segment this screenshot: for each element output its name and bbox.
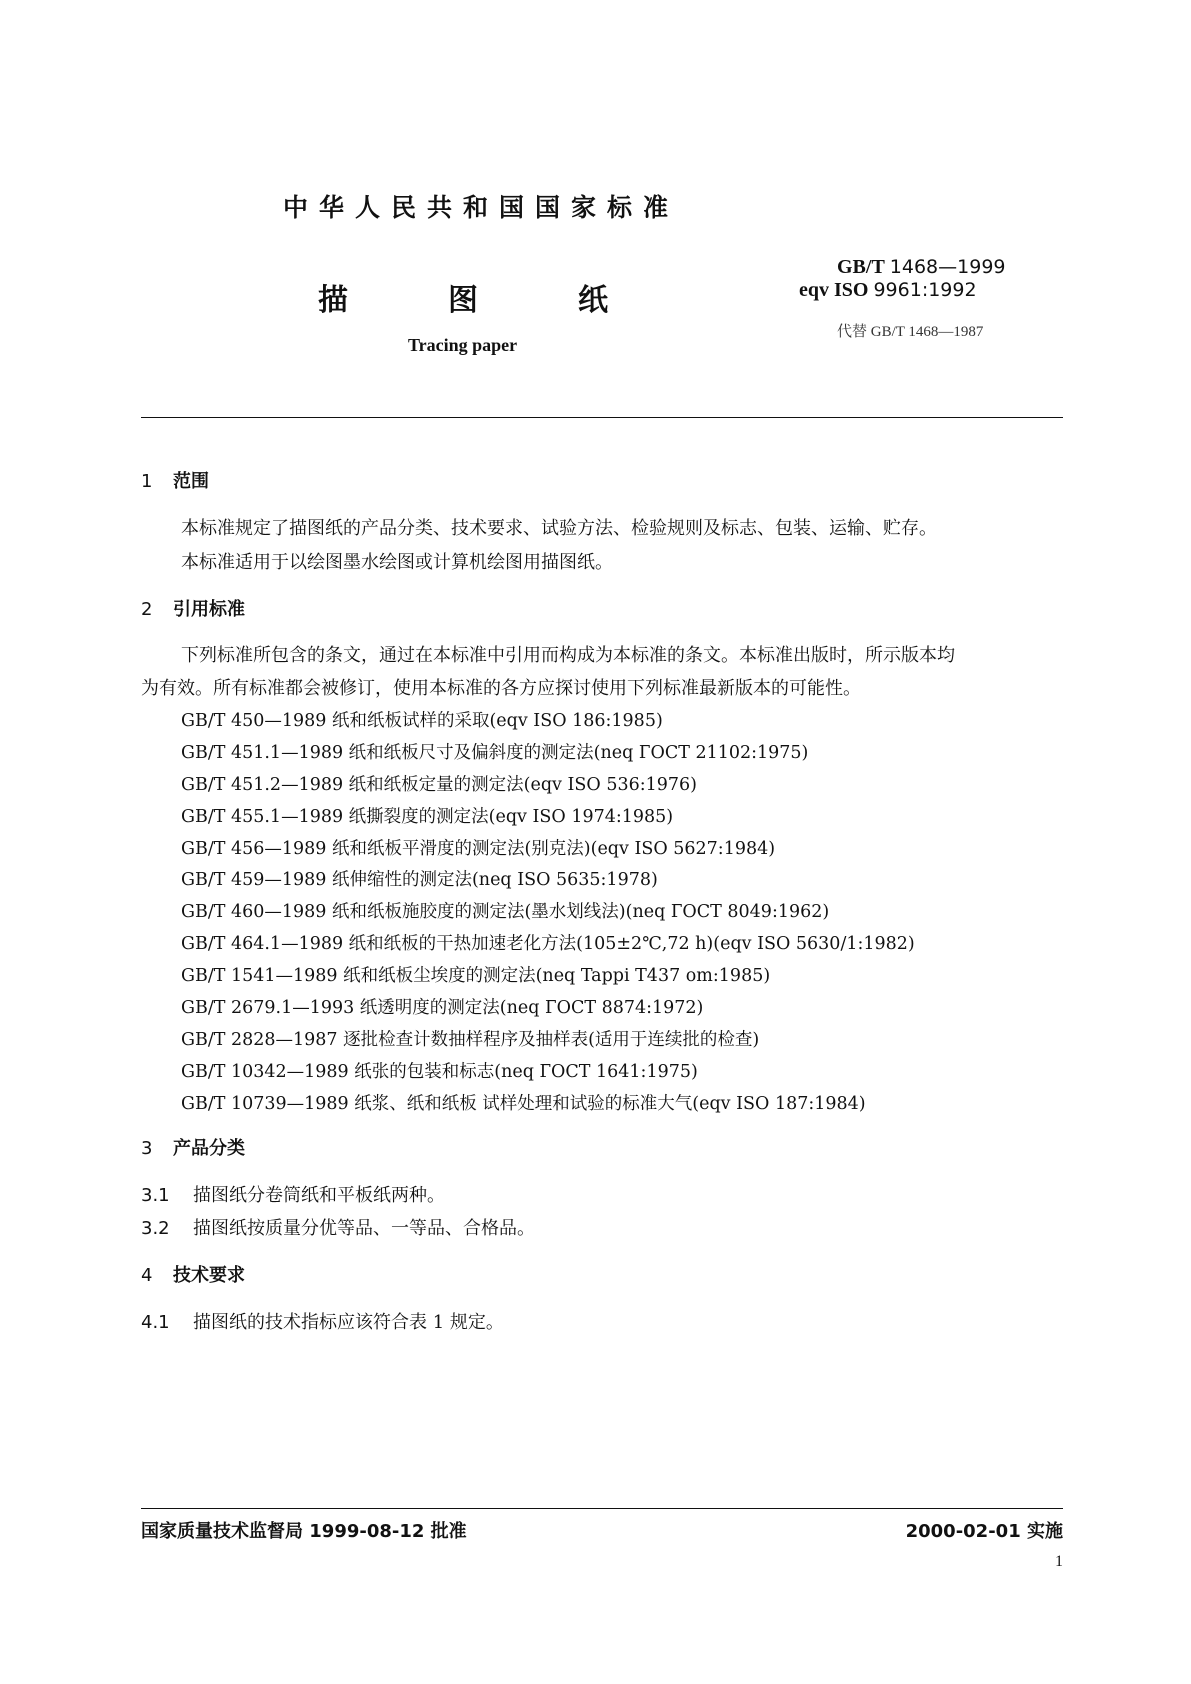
clause-3-2 <box>141 1214 535 1240</box>
reference-item: GB/T 464.1—1989 纸和纸板的干热加速老化方法(105±2℃,72 h)(eqv ISO 5630/1:1982) <box>181 934 915 954</box>
header-divider <box>141 417 1063 418</box>
section-number: 4 <box>141 1265 153 1286</box>
clause-number: 4.1 <box>141 1312 170 1333</box>
section-number: 2 <box>141 599 153 620</box>
reference-item: GB/T 1541—1989 纸和纸板尘埃度的测定法(neq Tappi T437 om:1985) <box>181 966 771 986</box>
clause-text: 描图纸的技术指标应该符合表 1 规定。 <box>193 1312 504 1333</box>
reference-item: GB/T 2679.1—1993 纸透明度的测定法(neq ГОСТ 8874:1972) <box>181 998 704 1018</box>
section-number: 1 <box>141 471 153 492</box>
approval-line: 国家质量技术监督局 1999-08-12 批准 <box>141 1521 467 1542</box>
reference-item: GB/T 10342—1989 纸张的包装和标志(neq ГОСТ 1641:1975) <box>181 1062 698 1082</box>
title-char: 描 <box>318 283 348 318</box>
footer-divider <box>141 1508 1063 1509</box>
page-number: 1 <box>1055 1553 1063 1570</box>
section-title: 技术要求 <box>173 1265 245 1286</box>
reference-item: GB/T 460—1989 纸和纸板施胶度的测定法(墨水划线法)(neq ГОСТ 8049:1962) <box>181 902 830 922</box>
section-3-heading <box>141 1134 245 1160</box>
replaces-standard: 代替 GB/T 1468—1987 <box>837 324 984 340</box>
standard-number <box>837 256 1006 279</box>
paragraph: 本标准规定了描图纸的产品分类、技术要求、试验方法、检验规则及标志、包装、运输、贮存。 <box>181 518 937 539</box>
standard-code: 1468—1999 <box>889 256 1006 278</box>
effective-date: 2000-02-01 实施 <box>905 1521 1063 1542</box>
section-4-heading <box>141 1261 245 1287</box>
clause-text: 描图纸按质量分优等品、一等品、合格品。 <box>193 1218 535 1239</box>
clause-number: 3.1 <box>141 1185 170 1206</box>
reference-item: GB/T 451.1—1989 纸和纸板尺寸及偏斜度的测定法(neq ГОСТ 21102:1975) <box>181 743 809 763</box>
national-standard-title: 中华人民共和国国家标准 <box>283 193 680 222</box>
section-title: 范围 <box>173 471 209 492</box>
reference-item: GB/T 459—1989 纸伸缩性的测定法(neq ISO 5635:1978) <box>181 870 658 890</box>
section-2-heading <box>141 595 245 621</box>
equivalent-code: 9961:1992 <box>873 279 977 301</box>
clause-number: 3.2 <box>141 1218 170 1239</box>
document-title-english: Tracing paper <box>408 335 518 355</box>
clause-text: 描图纸分卷筒纸和平板纸两种。 <box>193 1185 445 1206</box>
title-char: 图 <box>448 283 478 318</box>
reference-item: GB/T 2828—1987 逐批检查计数抽样程序及抽样表(适用于连续批的检查) <box>181 1030 760 1050</box>
equivalent-standard <box>799 279 977 302</box>
clause-3-1 <box>141 1181 445 1207</box>
equivalent-prefix: eqv ISO <box>799 279 869 301</box>
paragraph: 下列标准所包含的条文，通过在本标准中引用而构成为本标准的条文。本标准出版时，所示版本均 <box>181 645 955 666</box>
document-title <box>318 275 608 319</box>
section-number: 3 <box>141 1138 153 1159</box>
section-title: 产品分类 <box>173 1138 245 1159</box>
reference-item: GB/T 455.1—1989 纸撕裂度的测定法(eqv ISO 1974:1985) <box>181 807 674 827</box>
paragraph: 为有效。所有标准都会被修订，使用本标准的各方应探讨使用下列标准最新版本的可能性。 <box>141 678 861 699</box>
section-title: 引用标准 <box>173 599 245 620</box>
standard-prefix: GB/T <box>837 256 885 278</box>
reference-item: GB/T 10739—1989 纸浆、纸和纸板 试样处理和试验的标准大气(eqv ISO 187:1984) <box>181 1094 866 1114</box>
section-1-heading <box>141 467 209 493</box>
reference-item: GB/T 450—1989 纸和纸板试样的采取(eqv ISO 186:1985) <box>181 711 663 731</box>
title-char: 纸 <box>578 283 608 318</box>
clause-4-1 <box>141 1308 504 1334</box>
paragraph: 本标准适用于以绘图墨水绘图或计算机绘图用描图纸。 <box>181 552 613 573</box>
reference-item: GB/T 456—1989 纸和纸板平滑度的测定法(别克法)(eqv ISO 5627:1984) <box>181 839 776 859</box>
reference-item: GB/T 451.2—1989 纸和纸板定量的测定法(eqv ISO 536:1976) <box>181 775 697 795</box>
